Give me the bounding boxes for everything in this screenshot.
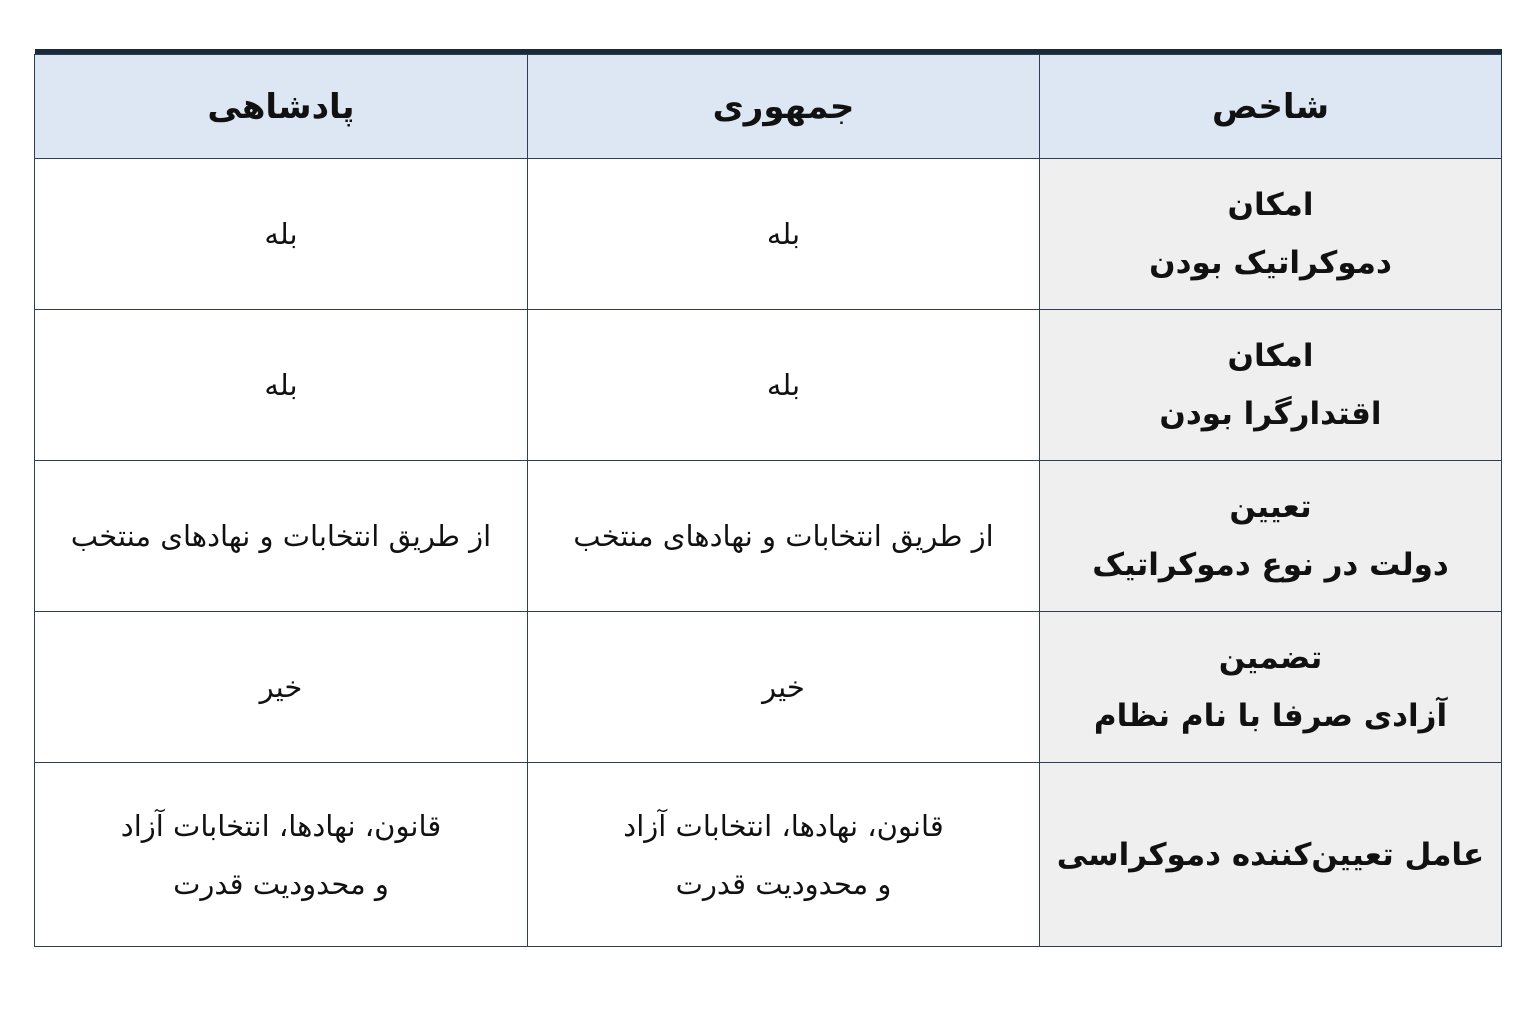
- header-monarchy: پادشاهی: [35, 55, 528, 159]
- cell-line: بله: [264, 368, 298, 402]
- monarchy-cell: [35, 763, 528, 947]
- cell-line: دموکراتیک بودن: [1149, 245, 1392, 281]
- monarchy-cell: [35, 159, 528, 310]
- cell-line: و محدودیت قدرت: [675, 866, 892, 901]
- monarchy-cell: [35, 612, 528, 763]
- cell-line: بله: [766, 368, 801, 402]
- cell-line: قانون، نهادها، انتخابات آزاد: [623, 808, 944, 843]
- criterion-cell: [1040, 461, 1502, 612]
- cell-line: امکان: [1227, 338, 1314, 374]
- criterion-cell: [1040, 612, 1502, 763]
- criterion-cell: [1040, 159, 1502, 310]
- republic-cell: [528, 461, 1040, 612]
- cell-line: تضمین: [1218, 640, 1323, 676]
- cell-line: خیر: [762, 670, 805, 704]
- header-republic: جمهوری: [528, 55, 1040, 159]
- criterion-cell: [1040, 763, 1502, 947]
- cell-line: بله: [264, 217, 298, 251]
- cell-line: از طریق انتخابات و نهادهای منتخب: [70, 519, 492, 553]
- cell-line: تعیین: [1229, 489, 1312, 525]
- cell-line: بله: [766, 217, 801, 251]
- cell-line: آزادی صرفا با نام نظام: [1093, 698, 1448, 734]
- comparison-table: [34, 54, 1502, 947]
- header-criterion: شاخص: [1040, 55, 1502, 159]
- table-row: [35, 310, 1502, 461]
- republic-cell: [528, 159, 1040, 310]
- comparison-table-container: [35, 49, 1502, 947]
- monarchy-cell: [35, 310, 528, 461]
- table-row: [35, 612, 1502, 763]
- table-header: [35, 55, 1502, 159]
- cell-line: از طریق انتخابات و نهادهای منتخب: [573, 519, 994, 553]
- republic-cell: [528, 763, 1040, 947]
- cell-line: دولت در نوع دموکراتیک: [1092, 547, 1449, 583]
- table-row: [35, 461, 1502, 612]
- cell-line: قانون، نهادها، انتخابات آزاد: [120, 808, 442, 843]
- cell-line: و محدودیت قدرت: [173, 866, 389, 901]
- cell-line: اقتدارگرا بودن: [1159, 396, 1382, 432]
- cell-line: عامل تعیین‌کننده دموکراسی: [1056, 836, 1485, 873]
- cell-line: امکان: [1227, 187, 1314, 223]
- monarchy-cell: [35, 461, 528, 612]
- table-body: [35, 159, 1502, 947]
- criterion-cell: [1040, 310, 1502, 461]
- cell-line: خیر: [259, 670, 303, 704]
- republic-cell: [528, 612, 1040, 763]
- header-row: [35, 55, 1502, 159]
- republic-cell: [528, 310, 1040, 461]
- table-row: [35, 763, 1502, 947]
- table-row: [35, 159, 1502, 310]
